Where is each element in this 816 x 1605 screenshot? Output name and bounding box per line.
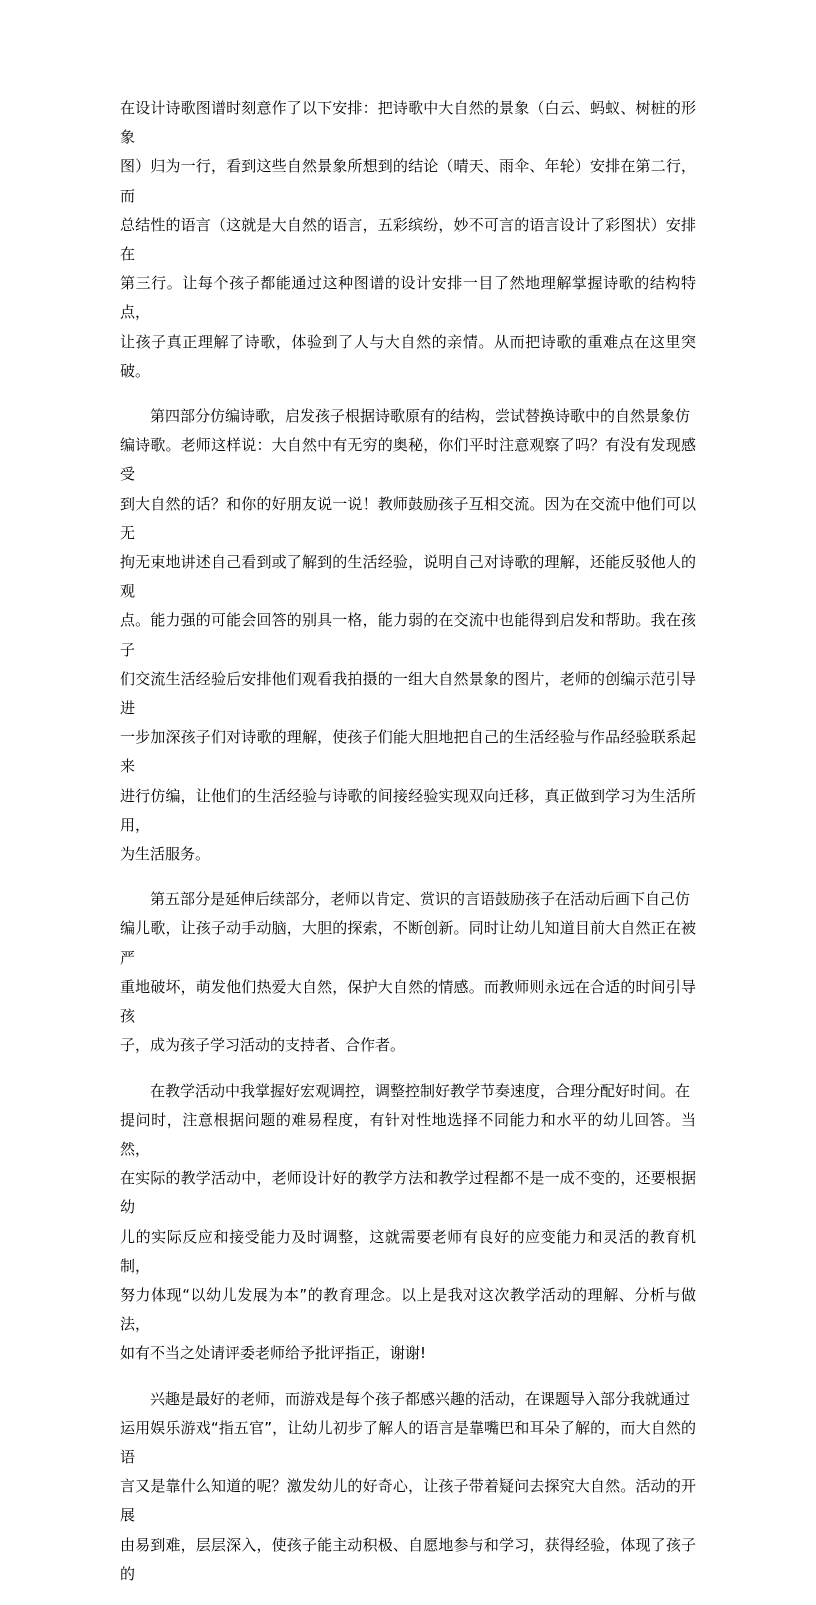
paragraph-2 [120, 402, 696, 869]
text-line: 重地破坏，萌发他们热爱大自然，保护大自然的情感。而教师则永远在合适的时间引导孩 [120, 977, 696, 1026]
text-line: 点。能力强的可能会回答的别具一格，能力弱的在交流中也能得到启发和帮助。我在孩子 [120, 611, 696, 659]
text-line: 进行仿编，让他们的生活经验与诗歌的间接经验实现双向迁移，真正做到学习为生活所用， [120, 786, 696, 834]
text-line: 图）归为一行，看到这些自然景象所想到的结论（晴天、雨伞、年轮）安排在第二行，而 [120, 157, 696, 205]
text-line: 编诗歌。老师这样说：大自然中有无穷的奥秘，你们平时注意观察了吗？有没有发现感受 [120, 436, 696, 484]
text-line: 言又是靠什么知道的呢？激发幼儿的好奇心，让孩子带着疑问去探究大自然。活动的开展 [120, 1477, 696, 1525]
text-line: 在设计诗歌图谱时刻意作了以下安排：把诗歌中大自然的景象（白云、蚂蚁、树桩的形象 [120, 99, 696, 147]
paragraph-5 [120, 1385, 696, 1589]
text-line: 第三行。让每个孩子都能通过这种图谱的设计安排一目了然地理解掌握诗歌的结构特点， [120, 274, 696, 322]
text-line: 们交流生活经验后安排他们观看我拍摄的一组大自然景象的图片，老师的创编示范引导进 [120, 669, 696, 718]
text-line: 编儿歌，让孩子动手动脑，大胆的探索，不断创新。同时让幼儿知道目前大自然正在被严 [120, 919, 696, 967]
text-line: 儿的实际反应和接受能力及时调整，这就需要老师有良好的应变能力和灵活的教育机制， [120, 1227, 696, 1275]
text-line: 拘无束地讲述自己看到或了解到的生活经验，说明自己对诗歌的理解，还能反驳他人的观 [120, 553, 696, 601]
text-line: 由易到难，层层深入，使孩子能主动积极、自愿地参与和学习，获得经验，体现了孩子的 [120, 1535, 696, 1583]
text-line: 第四部分仿编诗歌，启发孩子根据诗歌原有的结构，尝试替换诗歌中的自然景象仿 [150, 407, 691, 426]
text-line: 在教学活动中我掌握好宏观调控，调整控制好教学节奏速度，合理分配好时间。在 [150, 1081, 691, 1100]
text-line: 兴趣是最好的老师，而游戏是每个孩子都感兴趣的活动，在课题导入部分我就通过 [150, 1389, 691, 1408]
text-line: 如有不当之处请评委老师给予批评指正，谢谢! [120, 1344, 427, 1363]
text-line: 提问时，注意根据问题的难易程度，有针对性地选择不同能力和水平的幼儿回答。当然， [120, 1110, 696, 1158]
text-line: 一步加深孩子们对诗歌的理解，使孩子们能大胆地把自己的生活经验与作品经验联系起来 [120, 728, 696, 776]
paragraph-3 [120, 885, 696, 1060]
text-line: 到大自然的话？和你的好朋友说一说！教师鼓励孩子互相交流。因为在交流中他们可以无 [120, 494, 696, 542]
text-line: 子，成为孩子学习活动的支持者、合作者。 [120, 1036, 406, 1055]
text-line: 让孩子真正理解了诗歌，体验到了人与大自然的亲情。从而把诗歌的重难点在这里突破。 [120, 332, 696, 380]
paragraph-1 [120, 94, 696, 386]
text-line: 努力体现“以幼儿发展为本”的教育理念。以上是我对这次教学活动的理解、分析与做法， [120, 1285, 696, 1334]
paragraph-4 [120, 1077, 696, 1369]
text-line: 总结性的语言（这就是大自然的语言，五彩缤纷，妙不可言的语言设计了彩图状）安排在 [120, 215, 696, 264]
text-line: 在实际的教学活动中，老师设计好的教学方法和教学过程都不是一成不变的，还要根据幼 [120, 1169, 696, 1217]
text-line: 为生活服务。 [120, 845, 211, 864]
document-page [120, 94, 696, 1605]
text-line: 第五部分是延伸后续部分，老师以肯定、赏识的言语鼓励孩子在活动后画下自己仿 [150, 890, 691, 909]
text-line: 运用娱乐游戏“指五官”，让幼儿初步了解人的语言是靠嘴巴和耳朵了解的，而大自然的语 [120, 1418, 696, 1466]
